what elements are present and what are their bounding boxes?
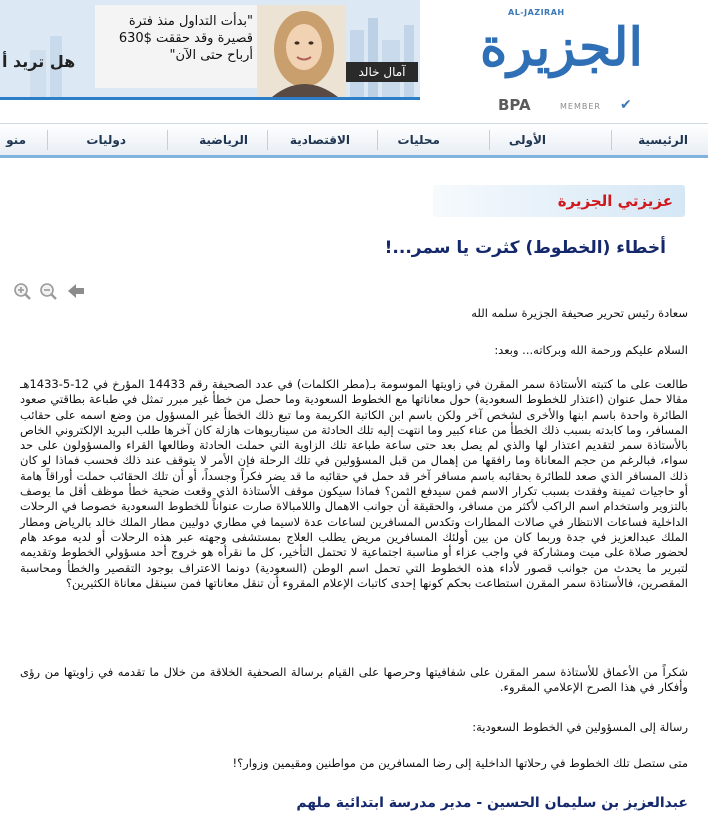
advertisement-banner[interactable] [0, 0, 420, 100]
section-badge[interactable] [433, 185, 685, 217]
zoom-in-icon[interactable] [12, 281, 32, 301]
nav-separator [267, 130, 268, 150]
zoom-out-icon[interactable] [38, 281, 58, 301]
article-title: أخطاء (الخطوط) كثرت يا سمر...! [384, 238, 666, 258]
nav-item-sports[interactable]: الرياضية [199, 133, 248, 147]
nav-item-more[interactable]: منو [6, 133, 26, 147]
article-question: متى ستصل تلك الخطوط في رحلاتها الداخلية إلى رضا المسافرين من مواطنين ومقيمين وزوار؟! [232, 756, 688, 770]
nav-separator [377, 130, 378, 150]
site-header [0, 0, 708, 120]
article-greeting: السلام عليكم ورحمة الله وبركاته... وبعد: [494, 343, 688, 357]
logo-english: AL-JAZIRAH [508, 8, 565, 17]
back-arrow-icon[interactable] [66, 281, 86, 301]
nav-separator [47, 130, 48, 150]
check-icon: ✔ [620, 97, 632, 113]
site-logo[interactable] [470, 8, 700, 88]
logo-arabic: الجزيرة [480, 17, 643, 78]
ad-person-name: آمال خالد [346, 62, 418, 82]
nav-item-economy[interactable]: الاقتصادية [289, 133, 350, 147]
ad-headline: هل تريد أ [2, 52, 76, 71]
nav-underline [0, 155, 708, 158]
article-closing: شكراً من الأعماق للأستاذة سمر المقرن على شفافيتها وحرصها على القيام برسالة الصحفية الخلاقة من خلال ما تقدمه في زاويتها من رؤى وأفكار في هذا الصرح الإعلامي المقروء. [20, 665, 688, 695]
article-salutation: سعادة رئيس تحرير صحيفة الجزيرة سلمه الله [471, 306, 688, 320]
bpa-member-label: MEMBER [560, 102, 601, 111]
article-signature: عبدالعزيز بن سليمان الحسين - مدير مدرسة ابتدائية ملهم [296, 795, 688, 811]
nav-separator [167, 130, 168, 150]
nav-separator [611, 130, 612, 150]
bpa-badge: BPA [498, 96, 531, 114]
person-illustration [258, 5, 346, 97]
nav-item-front-page[interactable]: الأولى [508, 133, 546, 147]
nav-item-international[interactable]: دوليات [86, 133, 126, 147]
nav-separator [489, 130, 490, 150]
ad-quote-text: "بدأت التداول منذ فترة قصيرة وقد حققت $630 أرباح حتى الآن" [118, 14, 253, 63]
ad-person-photo [258, 5, 346, 97]
nav-item-home[interactable]: الرئيسية [638, 133, 688, 147]
article-body: طالعت على ما كتبته الأستاذة سمر المقرن في زاويتها الموسومة بـ(مطر الكلمات) في عدد الصحيفة رقم 14433 المؤرخ في 12-5-1433هـ مقالا حمل عنوان (اعتذار للخطوط السعودية) حول معاناتها مع الخطوط السعودية وما حصل من خطأ غير مبرر تمثل في طباعة بطاقتي صعود الطائرة واحدة باسم ابنها والأخرى لشخص آخر ولكن باسم ابن الكاتبة الكريمة وما تبع ذلك الخطأ غير المسؤول من وضع اسمه على حقائب المسافر، وما كابدته بسبب ذلك الخطأ من عناء كبير وما انتهت إليه تلك الحادثة من سيناريوهات هازلة كان آخرها طلب البريد الإلكتروني الخاص بالأستاذة سمر لتقديم اعتذار لها والذي لم يصل بعد حتى ساعة طباعة تلك الزاوية التي حملت الحادثة وطالعها القراء والمسؤولون على حد سواء، فبالرغم من حجم المعاناة وما رافقها من إهمال من قبل المسؤولين في تلك الرحلة فإن الأمر لا يتوقف عند ذلك فحسب فماذا لو كان ذلك المسافر الذي صعد للطائرة بحقائبه باسم مسافر آخر قد حمل في حقائبه ما قد يضر فكراً وجسداً، أو أن تلك الحقائب حملت أوراقاً هامة أو حاجيات ثمينة وفقدت بسبب تكرار الاسم فمن سيدفع الثمن؟ فماذا سيكون موقف الأستاذة الذي وقعت ضحية خطأ موظف أقل ما يوصف بالتزوير واستخدام اسم الراكب لأكثر من مسافر، والحقيقة أن جوانب الاهمال واللامبالاة صارت عنواناً للخطوط السعودية خصوصا في الرحلات الداخلية فساعات الانتظار في صالات المطارات وتكدس المسافرين لساعات عدة لاسيما في مطاري دوليين مطار الملك خالد بالرياض ومطار الملك عبدالعزيز في جدة وربما كان من بين أولئك المسافرين مريض يطلب العلاج بمستشفى وجهته عبر هذه الرحلات أو لديه موعد هام لحضور صلاة على ميت ومشاركة في واجب عزاء أو مناسبة اجتماعية لا تحتمل التأخير، كل ما نقرأه هو خروج أحد مسؤولي الخطوط وتقديمه لتبرير ما يحدث من جوانب قصور لأداء هذه الخطوط التي تحمل اسم الوطن (السعودية) دونما الاعتراف بوجود التقصير والخطأ ومحاسبة المقصرين، فالأستاذة سمر المقرن استطاعت بحكم كونها إحدى كاتبات الإعلام المقروء أن تنقل معاناتها فمن سينقل معاناة الكثيرين؟ [20, 377, 688, 590]
ad-quote-card [95, 5, 257, 88]
nav-item-local[interactable]: محليات [397, 133, 440, 147]
section-title: عزيزتي الجزيرة [557, 192, 673, 210]
main-navigation [0, 123, 708, 157]
article-message-heading: رسالة إلى المسؤولين في الخطوط السعودية: [472, 720, 688, 734]
